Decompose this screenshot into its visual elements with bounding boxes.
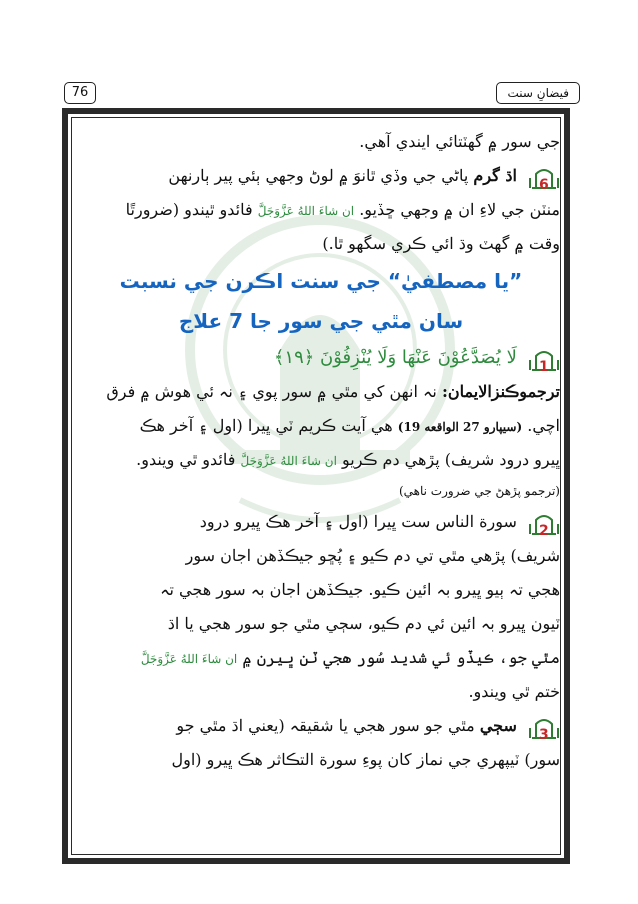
madani-flower-badge — [528, 346, 560, 375]
text-line: 3 سڄي مٿي جو سور هجي يا شقيقہ (يعني اڌ مٿي جو — [82, 709, 560, 743]
text-line: (ترجمو پڙهڻ جي ضرورت ناهي) — [398, 484, 560, 498]
text-line: شريف) پڙهي مٿي تي دم ڪيو ۽ پُڇو جيڪڏهن اجان سور — [185, 546, 560, 565]
madani-flower-badge — [528, 510, 560, 539]
text-line: ٽيون ڀيرو بہ ائين ئي دم ڪيو، سڄي مٿي جو سور هجي يا اڌ — [167, 614, 560, 633]
inshallah-text: ان شاءَ اللهُ عَزَّوَجَلَّ — [140, 652, 238, 666]
text-line: اچي. (سيپارو 27 الواقعه 19) هي آيت ڪريم ٽي ڀيرا (اول ۽ آخر هڪ — [139, 416, 560, 435]
section-heading: سان مٿي جي سور جا 7 علاج — [178, 309, 464, 333]
section-heading: ”يا مصطفيٰ“ جي سنت اڪرن جي نسبت — [119, 269, 523, 293]
text-line: منٽن جي لاءِ ان ۾ وجهي ڇڏيو. ان شاءَ اللهُ عَزَّوَجَلَّ فائدو ٿيندو (ضرورتًا — [125, 200, 560, 219]
text-line: ڀيرو درود شريف) پڙهي دم ڪريو ان شاءَ اللهُ عَزَّوَجَلَّ فائدو ٿي ويندو. — [136, 450, 560, 469]
text-line: جي سور ۾ گهٽتائي ايندي آهي. — [359, 132, 560, 151]
reference-text: (سيپارو 27 الواقعه 19) — [397, 420, 523, 434]
book-title: فيضانِ سنت — [496, 82, 580, 104]
text-line: ختم ٿي ويندو. — [468, 682, 560, 701]
text-line — [82, 341, 560, 375]
page-content — [82, 125, 560, 777]
madani-flower-badge — [528, 164, 560, 193]
badge-number: 1 — [539, 358, 549, 375]
text-line: سور) ٽيپهري جي نماز کان پوءِ سورة التڪاثر هڪ ڀيرو (اول — [171, 750, 560, 769]
quran-ayah: لَا يُصَدَّعُوْنَ عَنْهَا وَلَا يُنْزِفُوْنَ ﴿۱۹﴾ — [273, 347, 517, 368]
text-line: وقت ۾ گهٽ وڌ ائي ڪري سگهو ٿا.) — [322, 234, 560, 253]
text-line: هجي تہ ٻيو ڀيرو بہ ائين ڪيو. جيڪڏهن اجان بہ سور هجي تہ — [160, 580, 560, 599]
text-line: 6 اڌ گرم پاڻي جي وڏي ٿانوَ ۾ لوڻ وجهي ٻئي پير ٻارنهن — [82, 159, 560, 193]
madani-flower-badge — [528, 714, 560, 743]
text-line: ترجموڪنزالايمان: نہ انهن کي مٿي ۾ سور پوي ۽ نہ ئي هوش ۾ فرق — [106, 382, 560, 401]
text-line: 2 سورة الناس ست ڀيرا (اول ۽ آخر هڪ ڀيرو درود — [82, 505, 560, 539]
inshallah-text: ان شاءَ اللهُ عَزَّوَجَلَّ — [257, 204, 355, 218]
page-header — [60, 82, 580, 106]
badge-number: 3 — [539, 726, 549, 743]
badge-number: 6 — [539, 176, 549, 193]
badge-number: 2 — [539, 522, 549, 539]
inshallah-text: ان شاءَ اللهُ عَزَّوَجَلَّ — [240, 454, 337, 468]
text-line: مٿي جو، ڪيڏو ئي شديد سُور هجي ٽن ڀيرن ۾ ان شاءَ اللهُ عَزَّوَجَلَّ — [140, 648, 560, 667]
page-number: 76 — [64, 82, 96, 104]
